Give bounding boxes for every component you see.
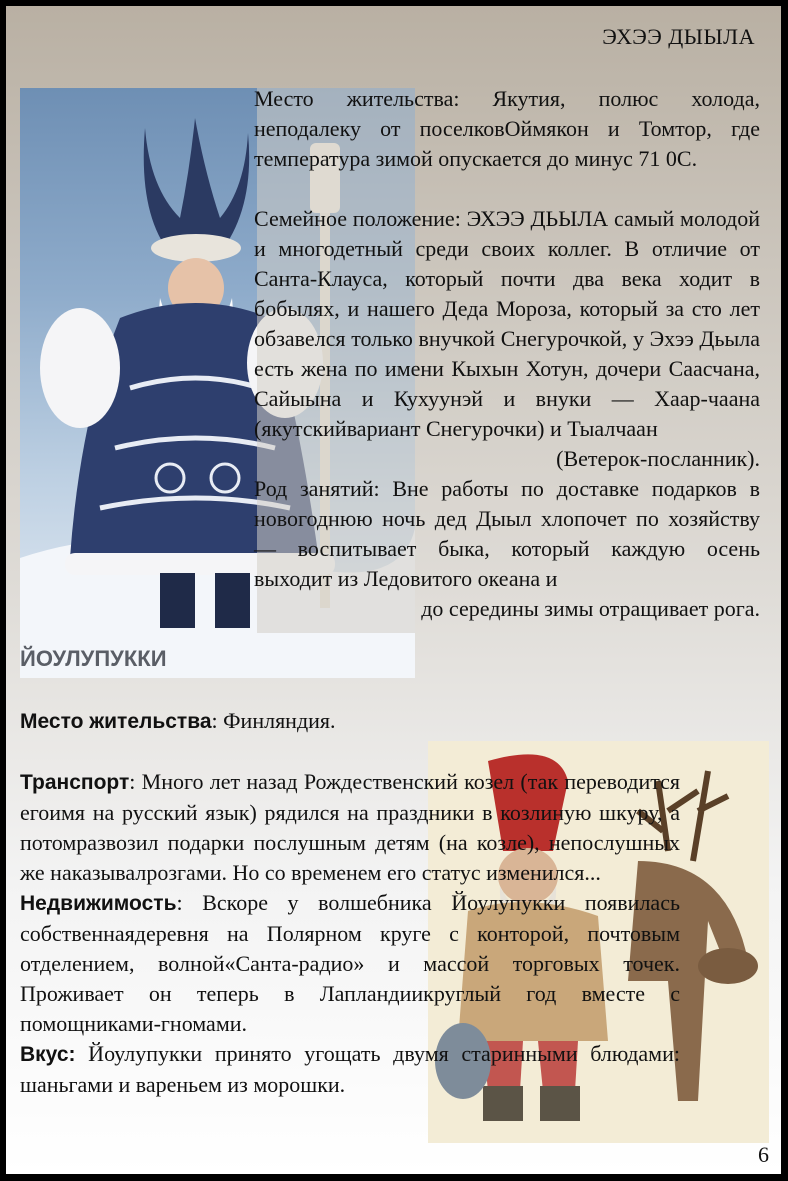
transport-text: : Много лет назад Рождественский козел (так переводится егоимя на русский язык) рядился на праздники в козлиную шкуру, а потомразвозил подарки послушным детям (на козле), непослушных же наказывалрозгами. Но со временем его статус изменился... <box>20 769 680 885</box>
residence-label: Место жительства <box>20 710 212 733</box>
page <box>6 6 781 1174</box>
section-heading-joulupukki: ЙОУЛУПУККИ <box>20 646 167 671</box>
occupation-paragraph-tail: до середины зимы отращивает рога. <box>421 596 760 621</box>
realty-paragraph <box>20 888 680 1039</box>
occupation-paragraph: Род занятий: Вне работы по доставке подарков в новогоднюю ночь дед Дыыл хлопочет по хозяйству — воспитывает быка, который каждую осень выходит из Ледовитого океана и <box>254 476 760 591</box>
ekhee-dyyla-text <box>254 84 760 624</box>
realty-text: : Вскоре у волшебника Йоулупукки появилась собственнаядеревня на Полярном круге с конторой, почтовым отделением, волной«Санта-радио» и массой торговых точек. Проживает он теперь в Лапландиикруглый год вместе с помощниками-гномами. <box>20 890 680 1036</box>
realty-label: Недвижимость <box>20 892 177 915</box>
residence-paragraph: Место жительства: Якутия, полюс холода, неподалеку от поселковОймякон и Томтор, где температура зимой опускается до минус 71 0С. <box>254 86 760 171</box>
taste-paragraph <box>20 1039 680 1100</box>
page-number: 6 <box>758 1142 769 1167</box>
taste-label: Вкус: <box>20 1043 76 1066</box>
transport-label: Транспорт <box>20 771 130 794</box>
page-title: ЭХЭЭ ДЫЫЛА <box>602 24 755 49</box>
family-paragraph: Семейное положение: ЭХЭЭ ДЬЫЛА самый молодой и многодетный среди своих коллег. В отличие от Санта-Клауса, который почти два века ходит в бобылях, и нашего Деда Мороза, который за сто лет обзавелся только внучкой Снегурочкой, у Эхээ Дьыла есть жена по имени Кыхын Хотун, дочери Саасчана, Сайыына и Кухуунэй и внуки — Хаар-чаана (якутскийвариант Снегурочки) и Тыалчаан <box>254 206 760 441</box>
residence-text: : Финляндия. <box>211 708 336 733</box>
transport-paragraph <box>20 767 680 888</box>
residence-paragraph-2 <box>20 706 680 737</box>
family-paragraph-tail: (Ветерок-посланник). <box>556 446 760 471</box>
joulupukki-text <box>20 706 680 1100</box>
taste-text: Йоулупукки принято угощать двумя старинными блюдами: шаньгами и вареньем из морошки. <box>20 1041 680 1097</box>
